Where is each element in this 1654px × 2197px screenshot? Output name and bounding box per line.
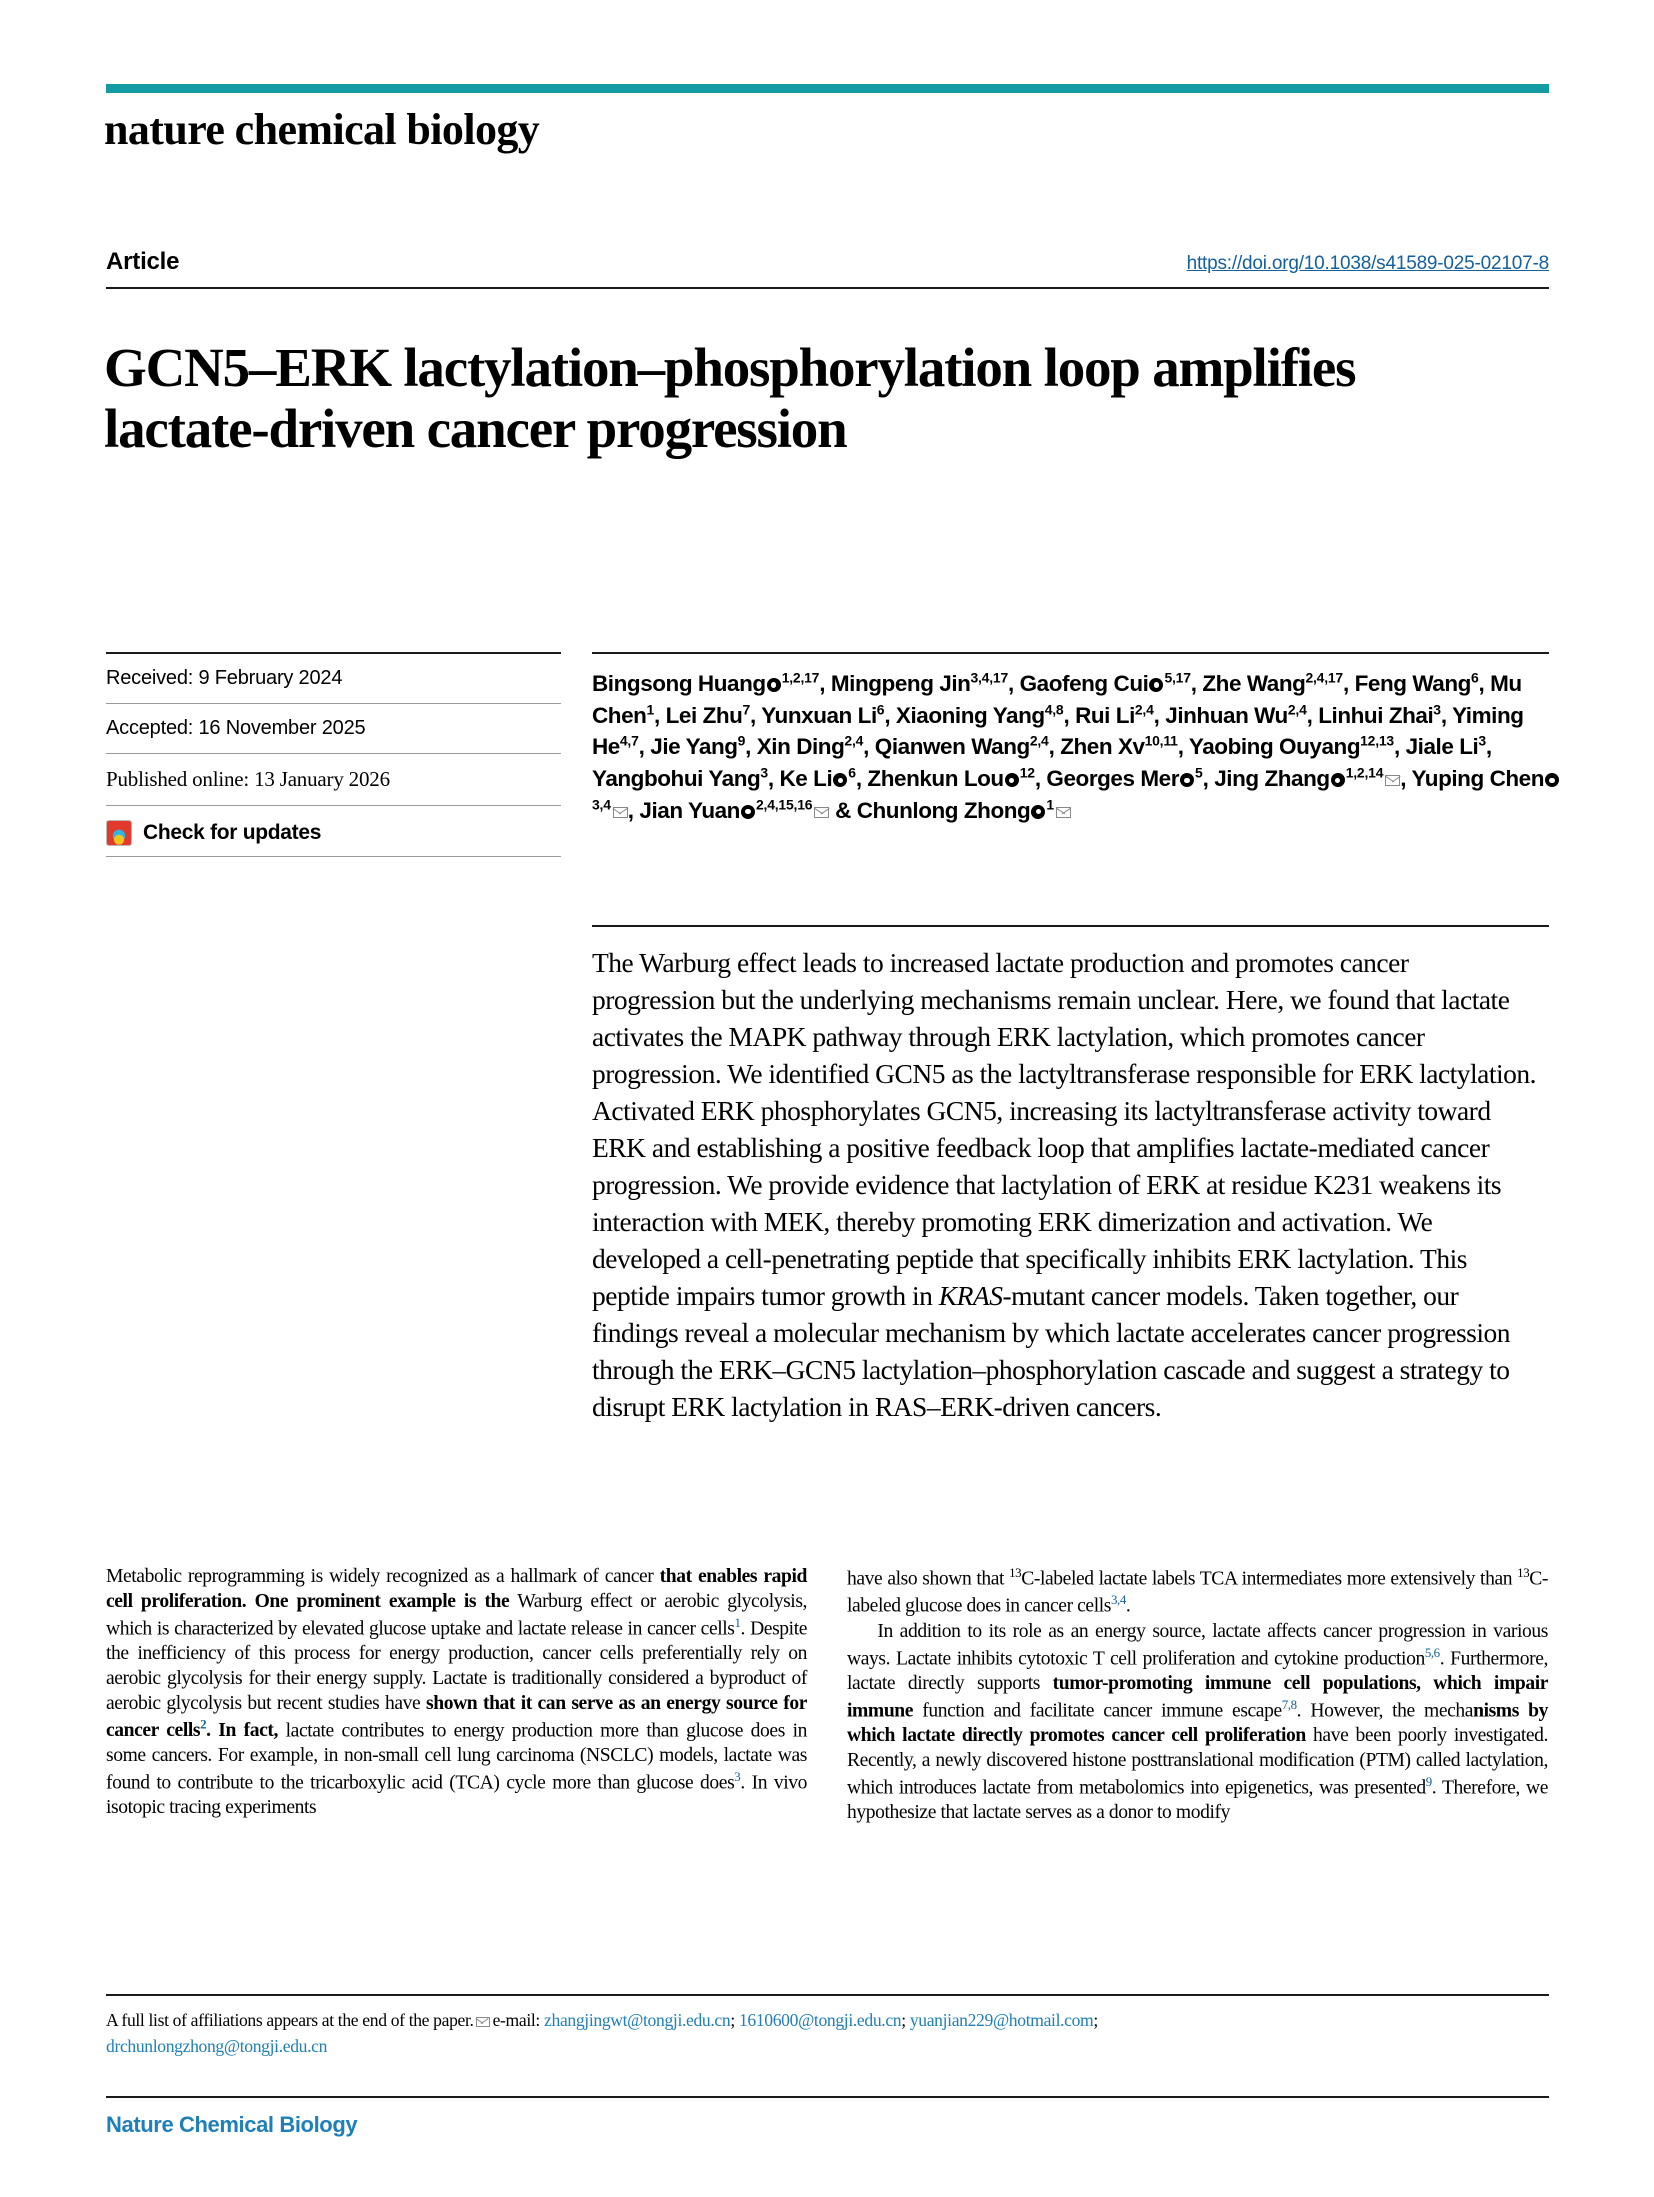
masthead-accent-rule bbox=[106, 84, 1549, 93]
author-name[interactable]: Yunxuan Li bbox=[761, 702, 877, 728]
crossmark-icon bbox=[106, 820, 132, 846]
author-name[interactable]: Mu Chen bbox=[592, 671, 1522, 728]
envelope-icon[interactable] bbox=[814, 807, 829, 818]
orcid-icon[interactable] bbox=[767, 678, 781, 692]
accepted-date: Accepted: 16 November 2025 bbox=[106, 717, 366, 739]
author-list: Bingsong Huang $^{1,2,17}$, Mingpeng Jin$^{3,4,17}$, Gaofeng Cui $^{5,17}$, Zhe Wang$^{2,4,17}$, Feng Wang$^6$, Mu Chen$^1$, Lei Zhu$^7$, Yunxuan Li$^6$, Xiaoning Yang$^{4,8}$, Rui Li$^{2,4}$, Jinhuan Wu$^{2,4}$, Linhui Zhai$^3$, Yiming He$^{4,7}$, Jie Yang$^9$, Xin Ding$^{2,4}$, Qianwen Wang$^{2,4}$, Zhen Xv$^{10,11}$, Yaobing Ouyang$^{12,13}$, Jiale Li$^3$, Yangbohui Yang$^3$, Ke Li $^6$, Zhenkun Lou $^{12}$, Georges Mer $^5$, Jing Zhang $^{1,2,14}$ , Yuping Chen$^{3,4}$ , Jian Yuan $^{2,4,15,16}$ & Chunlong Zhong $^1$ bbox=[592, 668, 1567, 827]
intro-paragraph-part2: have also shown that $^{13}$C-labeled lactate labels TCA intermediates more extensively than $^{13}$C-labeled glucose does in cancer cells$^{3,4}$. bbox=[847, 1565, 1549, 1617]
author-name[interactable]: Zhenkun Lou bbox=[867, 766, 1004, 792]
body-columns bbox=[106, 1565, 1549, 1826]
kicker-divider bbox=[106, 287, 1549, 289]
author-name[interactable]: Jie Yang bbox=[650, 734, 738, 760]
author-name[interactable]: Yangbohui Yang bbox=[592, 766, 761, 792]
author-name[interactable]: Jinhuan Wu bbox=[1165, 702, 1288, 728]
intro-paragraph-3: In addition to its role as an energy source, lactate affects cancer progression in various ways. Lactate inhibits cytotoxic T cell proliferation and cytokine production$^{5,6}$. Furthermore, lactate directly supports tumor-promoting immune cell populations, which impair immune function and facilitate cancer immune escape$^{7,8}$. However, the mechanisms by which lactate directly promotes cancer cell proliferation have been poorly investigated. Recently, a newly discovered histone posttranslational modification (PTM) called lactylation, which introduces lactate from metabolomics into epigenetics, was presented$^9$. Therefore, we hypothesize that lactate serves as a donor to modify bbox=[847, 1620, 1549, 1824]
author-name[interactable]: Ke Li bbox=[779, 766, 833, 792]
email-link-4[interactable]: drchunlongzhong@tongji.edu.cn bbox=[106, 2035, 328, 2056]
author-name[interactable]: Rui Li bbox=[1075, 702, 1135, 728]
abstract-divider bbox=[592, 925, 1549, 927]
orcid-icon[interactable] bbox=[1005, 773, 1019, 787]
orcid-icon[interactable] bbox=[1331, 773, 1345, 787]
author-name[interactable]: Qianwen Wang bbox=[874, 734, 1030, 760]
intro-paragraph-part1: Metabolic reprogramming is widely recognized as a hallmark of cancer that enables rapid cell proliferation. One prominent example is the Warburg effect or aerobic glycolysis, which is characterized by elevated glucose uptake and lactate release in cancer cells$^1$. Despite the inefficiency of this process for energy production, cancer cells preferentially rely on aerobic glycolysis for their energy supply. Lactate is traditionally considered a byproduct of aerobic glycolysis but recent studies have shown that it can serve as an energy source for cancer cells$^2$. In fact, lactate contributes to energy production more than glucose does in some cancers. For example, in non-small cell lung carcinoma (NSCLC) models, lactate was found to contribute to the tricarboxylic acid (TCA) cycle more than glucose does$^3$. In vivo isotopic tracing experiments bbox=[106, 1566, 808, 1819]
received-date: Received: 9 February 2024 bbox=[106, 667, 343, 689]
author-name[interactable]: Lei Zhu bbox=[665, 702, 743, 728]
body-column-right bbox=[847, 1565, 1548, 1826]
article-type-label: Article bbox=[106, 248, 180, 275]
orcid-icon[interactable] bbox=[833, 773, 847, 787]
doi-link[interactable]: https://doi.org/10.1038/s41589-025-02107-8 bbox=[1186, 253, 1549, 274]
author-name[interactable]: Linhui Zhai bbox=[1318, 702, 1434, 728]
author-name[interactable]: Feng Wang bbox=[1354, 671, 1471, 696]
email-link-1[interactable]: zhangjingwt@tongji.edu.cn bbox=[544, 2010, 731, 2030]
abstract-text: The Warburg effect leads to increased lactate production and promotes cancer progression but the underlying mechanisms remain unclear. Here, we found that lactate activates the MAPK pathway through ERK lactylation, which promotes cancer progression. We identified GCN5 as the lactyltransferase responsible for ERK lactylation. Activated ERK phosphorylates GCN5, increasing its lactyltransferase activity toward ERK and establishing a positive feedback loop that amplifies lactate-mediated cancer progression. We provide evidence that lactylation of ERK at residue K231 weakens its interaction with MEK, thereby promoting ERK dimerization and activation. We developed a cell-penetrating peptide that specifically inhibits ERK lactylation. This peptide impairs tumor growth in KRAS-mutant cancer models. Taken together, our findings reveal a molecular mechanism by which lactate accelerates cancer progression through the ERK–GCN5 lactylation–phosphorylation cascade and suggest a strategy to disrupt ERK lactylation in RAS–ERK-driven cancers. bbox=[592, 947, 1537, 1422]
publication-history bbox=[106, 652, 561, 857]
author-name[interactable]: Jiale Li bbox=[1405, 734, 1479, 760]
author-name[interactable]: Bingsong Huang bbox=[592, 671, 766, 696]
envelope-icon[interactable] bbox=[1056, 807, 1071, 818]
gene-name-kras: KRAS bbox=[938, 1279, 1003, 1311]
author-name[interactable]: Yiming He bbox=[592, 702, 1524, 760]
email-link-2[interactable]: 1610600@tongji.edu.cn bbox=[738, 2010, 902, 2030]
meta-divider-4 bbox=[106, 856, 561, 857]
footer-divider bbox=[106, 2096, 1549, 2098]
affiliations-note: A full list of affiliations appears at the end of the paper. bbox=[106, 2010, 474, 2030]
envelope-icon[interactable] bbox=[613, 807, 628, 818]
orcid-icon[interactable] bbox=[741, 805, 755, 819]
orcid-icon[interactable] bbox=[1545, 773, 1559, 787]
author-name[interactable]: Jian Yuan bbox=[639, 797, 740, 823]
author-name[interactable]: Xiaoning Yang bbox=[895, 702, 1045, 728]
author-name[interactable]: Zhe Wang bbox=[1202, 671, 1306, 696]
journal-masthead: nature chemical biology bbox=[104, 105, 540, 154]
author-name[interactable]: Gaofeng Cui bbox=[1019, 671, 1149, 696]
footnote-divider bbox=[106, 1994, 1549, 1996]
footnote-block: A full list of affiliations appears at the end of the paper. e-mail: zhangjingwt@tongji.edu.cn; 1610600@tongji.edu.cn; yuanjian229@hotmail.com; drchunlongzhong@tongji.edu.cn bbox=[106, 2010, 1098, 2056]
email-label: e-mail: bbox=[492, 2010, 540, 2030]
author-name[interactable]: Yaobing Ouyang bbox=[1188, 734, 1361, 760]
published-date: Published online: 13 January 2026 bbox=[106, 767, 390, 791]
check-for-updates-label: Check for updates bbox=[143, 821, 322, 844]
article-kicker-row bbox=[106, 248, 1549, 276]
orcid-icon[interactable] bbox=[1149, 678, 1163, 692]
author-name[interactable]: Zhen Xv bbox=[1060, 734, 1145, 760]
footer-journal-name: Nature Chemical Biology bbox=[106, 2112, 358, 2137]
orcid-icon[interactable] bbox=[1180, 773, 1194, 787]
envelope-icon[interactable] bbox=[1385, 775, 1400, 786]
body-column-left bbox=[106, 1565, 807, 1826]
email-link-3[interactable]: yuanjian229@hotmail.com bbox=[909, 2010, 1094, 2030]
check-for-updates-button[interactable] bbox=[106, 806, 561, 856]
page-title: GCN5–ERK lactylation–phosphorylation loop amplifies lactate-driven cancer progression bbox=[104, 336, 1356, 459]
orcid-icon[interactable] bbox=[1031, 805, 1045, 819]
author-name[interactable]: Jing Zhang bbox=[1214, 766, 1330, 792]
author-name[interactable]: Xin Ding bbox=[756, 734, 845, 760]
author-name[interactable]: Yuping Chen bbox=[1411, 766, 1545, 792]
envelope-icon bbox=[476, 2017, 490, 2027]
author-name[interactable]: Chunlong Zhong bbox=[856, 797, 1031, 823]
authors-divider bbox=[592, 652, 1549, 654]
author-name[interactable]: Georges Mer bbox=[1046, 766, 1180, 792]
author-name[interactable]: Mingpeng Jin bbox=[830, 671, 971, 696]
